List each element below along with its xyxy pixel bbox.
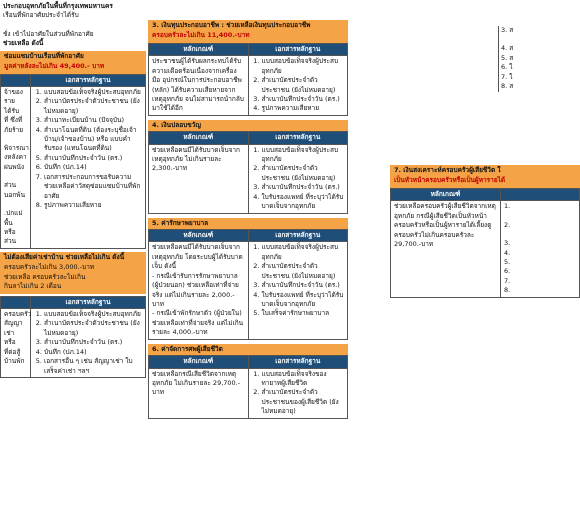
section2-line: ครอบครัวละไม่เกิน 3,000.-บาท xyxy=(4,263,95,272)
doc-item: 5. ใบเสร็จค่ารักษาพยาบาล xyxy=(262,309,345,318)
criteria-fragment: หรือส่วน xyxy=(4,228,17,246)
section7-block xyxy=(390,165,580,298)
doc-item: 5. สำเนาบันทึกประจำวัน (ตร.) xyxy=(44,154,142,163)
doc-item: 3. สำเนาบันทึกประจำวัน (ตร.) xyxy=(262,183,345,192)
section7-criteria: ช่วยเหลือครอบครัวผู้เสียชีวิตจากเหตุอุทกภัย กรณีผู้เสียชีวิตเป็นหัวหน้าครอบครัวหรือเป็นผู้หารายได้เลี้ยงดูครอบครัวไม่เกินครอบครัวละ 29,700.-บาท xyxy=(391,201,501,297)
section1-table xyxy=(0,74,146,249)
fragment-line: 3. ส xyxy=(501,26,514,34)
section2-line: กินลาไม่เกิน 2 เดือน xyxy=(4,282,62,291)
criteria-header: หลักเกณฑ์ xyxy=(149,132,249,144)
doc-item: 3. สำเนาบันทึกประจำวัน (ตร.) xyxy=(44,338,142,347)
fragment-line xyxy=(499,35,529,44)
criteria-header: หลักเกณฑ์ xyxy=(391,188,501,200)
doc-header: เอกสารหลักฐาน xyxy=(248,43,348,55)
intro-line: ช่วยเหลือ ดังนี้ xyxy=(3,39,44,48)
criteria-fragment: ผ่นพนัง xyxy=(4,162,25,171)
intro-block xyxy=(0,0,146,49)
criteria-fragment: ราย xyxy=(4,97,15,106)
intro-line xyxy=(3,21,143,30)
criteria-fragment xyxy=(4,200,27,209)
section7-table xyxy=(390,188,580,298)
doc-num xyxy=(504,230,576,239)
doc-header: เอกสารหลักฐาน xyxy=(248,230,348,242)
section1-amount: มูลค่าหลังละไม่เกิน 49,400.- บาท xyxy=(0,62,146,73)
section3-criteria: ประชาชนผู้ได้รับผลกระทบได้รับความเดือดร้อนเนื่องจากเครื่องมือ อุปกรณ์ในการประกอบอาชีพ (หลัก) ได้รับความเสียหายจากเหตุอุทกภัย จนไม่สามารถนำกลับมาใช้ได้อีก xyxy=(149,56,249,116)
doc-item: 2. สำเนาบัตรประจำตัวประชาชน (ยังไม่หมดอายุ) xyxy=(262,76,345,95)
section6-heading: 6. ค่าจัดการศพผู้เสียชีวิต xyxy=(148,344,348,355)
criteria-fragment xyxy=(4,172,27,181)
doc-num: 4. xyxy=(504,248,511,257)
section3-docs-cell xyxy=(248,56,348,116)
section5-table xyxy=(148,229,348,340)
section1-criteria-cell xyxy=(1,86,31,248)
criteria-fragment: ที่ ซึ่งที่ xyxy=(4,116,23,125)
fragment-line: 5. ส xyxy=(501,53,514,62)
doc-item: 4. บันทึก (ปภ.14) xyxy=(44,348,142,357)
doc-item: 2. สำเนาบัตรประจำตัวประชาชน (ยังไม่หมดอายุ) xyxy=(44,319,142,338)
doc-item: 2. สำเนาบัตรประจำตัวประชาชนของผู้เสียชีวิต (ยังไม่หมดอายุ) xyxy=(262,388,345,416)
fragment-line: 8. ส xyxy=(501,82,514,91)
doc-item: 4. ใบรับรองแพทย์ ที่ระบุว่าได้รับบาดเจ็บจากอุทกภัย xyxy=(262,291,345,310)
doc-item: 1. แบบสอบข้อเท็จจริงผู้ประสบอุทกภัย xyxy=(262,57,345,76)
criteria-fragment: บ้านพัก xyxy=(4,357,25,366)
doc-item: 4. ใบรับรองแพทย์ ที่ระบุว่าได้รับบาดเจ็บจากอุทกภัย xyxy=(262,193,345,212)
doc-item: 1. แบบสอบข้อเท็จจริงผู้ประสบอุทกภัย xyxy=(44,310,142,319)
section3-doc-list xyxy=(252,57,345,114)
criteria-paragraph: ช่วยเหลือคนมีได้รับบาดเจ็บจากเหตุอุทกภัย โดยระบบผู้ได้รับบาดเจ็บ ดังนี้ xyxy=(152,243,243,271)
section1-doc-header: เอกสารหลักฐาน xyxy=(31,74,146,86)
criteria-fragment: ภัยร้าย xyxy=(4,125,24,134)
doc-item: 4. รูปภาพความเสียหาย xyxy=(262,104,345,113)
criteria-header: หลักเกณฑ์ xyxy=(149,43,249,55)
intro-line: เรือนที่พักอาศัยประจำได้รับ xyxy=(3,11,79,20)
section4-heading: 4. เงินปลอบขวัญ xyxy=(148,120,348,131)
doc-item: 5. เอกสารอื่น ๆ เช่น สัญญาเช่า ใบเสร็จค่าเช่า ฯลฯ xyxy=(44,357,142,376)
criteria-fragment: นอกพ้น xyxy=(4,190,26,199)
section4-docs-cell xyxy=(248,144,348,213)
section7-subtitle: เป็นหัวหน้าครอบครัวหรือเป็นผู้หารายได้ xyxy=(390,176,580,187)
section6-docs-cell xyxy=(248,368,348,418)
doc-item: 3. สำเนาทะเบียนบ้าน (ปัจจุบัน) xyxy=(44,116,142,125)
section5-docs-cell xyxy=(248,242,348,339)
section2-line: ช่วยเหลือ ครอบครัวละไม่เกิน xyxy=(4,272,86,281)
section7-docs-cell xyxy=(501,201,580,297)
criteria-paragraph: - กรณีเข้ารับการรักษาพยาบาล (ผู้ป่วยนอก) ช่วยเหลือเท่าที่จ่ายจริง แต่ไม่เกินรายละ 2,000.-บาท xyxy=(152,271,239,308)
doc-item: 7. เอกสารประกอบการขอรับความช่วยเหลือค่าวัสดุซ่อมแซมบ้านที่พักอาศัย xyxy=(44,173,142,201)
doc-item: 4. สำเนาโฉนดที่ดิน (ต้องระบุชื่อเจ้าบ้าน/เจ้าของบ้าน) หรือ แบบคำรับรอง (แทนโฉนดที่ดิน) xyxy=(44,126,142,154)
fragment-line: 7. ใ xyxy=(501,72,513,81)
doc-item: 8. รูปภาพความเสียหาย xyxy=(44,201,142,210)
section6-criteria: ช่วยเหลือกรณีเสียชีวิตจากเหตุอุทกภัย ไม่เกินรายละ 29,700.-บาท xyxy=(149,368,249,418)
doc-num: 7. xyxy=(504,276,511,285)
fragment-line: 4. ส xyxy=(501,44,514,53)
criteria-header: หลักเกณฑ์ xyxy=(149,356,249,368)
section1-doc-list xyxy=(34,88,142,210)
doc-item: 3. สำเนาบันทึกประจำวัน (ตร.) xyxy=(262,95,345,104)
criteria-fragment: สัญญาเช่า xyxy=(4,319,23,337)
section1-heading: ซ่อมแซมบ้านเรือนที่พักอาศัย xyxy=(0,51,146,62)
section4-doc-list xyxy=(252,146,345,212)
section2-docs-cell xyxy=(31,308,146,377)
doc-item: 1. แบบสอบข้อเท็จจริงผู้ประสบอุทกภัย xyxy=(44,88,142,97)
criteria-paragraph: - กรณีเข้าพักรักษาตัว (ผู้ป่วยใน) ช่วยเหลือเท่าที่จ่ายจริง แต่ไม่เกินรายละ 4,000.-บาท xyxy=(152,309,244,337)
doc-header: เอกสารหลักฐาน xyxy=(248,356,348,368)
section7-heading: 7. เงินสงเคราะห์ครอบครัวผู้เสียชีวิต ใ xyxy=(390,165,580,176)
doc-item: 2. สำเนาบัตรประจำตัวประชาชน (ยังไม่หมดอายุ) xyxy=(262,262,345,281)
criteria-fragment: หรือ xyxy=(4,338,16,347)
doc-item: 1. แบบสอบข้อเท็จจริงของทายาทผู้เสียชีวิต xyxy=(262,370,345,389)
doc-num: 2. xyxy=(504,220,511,229)
doc-item: 1. แบบสอบข้อเท็จจริงผู้ประสบอุทกภัย xyxy=(262,243,345,262)
column-left xyxy=(0,0,146,378)
section5-criteria-cell xyxy=(149,242,249,339)
intro-line: ชั่ง เข้าไปอาศัยในส่วนที่พักอาศัย xyxy=(3,29,94,38)
criteria-fragment xyxy=(4,135,27,144)
section2-criteria-cell xyxy=(1,308,31,377)
doc-item: 1. แบบสอบข้อเท็จจริงผู้ประสบอุทกภัย xyxy=(262,146,345,165)
criteria-fragment: ส่วน xyxy=(4,181,17,190)
intro-line: ประกอบอุทกภัยในพื้นที่กรุงเทพมหานคร xyxy=(3,2,113,10)
top-fragment-block xyxy=(498,26,529,92)
doc-num: 8. xyxy=(504,286,511,295)
criteria-fragment: ได้รับ xyxy=(4,106,20,115)
criteria-header: หลักเกณฑ์ xyxy=(149,230,249,242)
doc-num xyxy=(504,212,576,221)
criteria-fragment: .ปกแม่พื้น xyxy=(4,209,23,227)
section2-heading: ไม่ต้องเสียค่าเช่าบ้าน ช่วยเหลือไม่เกิน ดังนี้ xyxy=(0,252,146,263)
doc-num: 3. xyxy=(504,239,511,248)
section1-docs-cell xyxy=(31,86,146,248)
column-right xyxy=(352,0,512,512)
criteria-fragment: งหลังคา xyxy=(4,153,27,162)
fragment-line: 6. ใ xyxy=(501,63,513,72)
section6-doc-list xyxy=(252,370,345,417)
section2-doc-list xyxy=(34,310,142,376)
doc-num: 5. xyxy=(504,257,511,266)
section3-heading: 3. เงินทุนประกอบอาชีพ : ช่วยเหลือเงินทุนประกอบอาชีพ xyxy=(148,20,348,31)
section5-heading: 5. ค่ารักษาพยาบาล xyxy=(148,218,348,229)
section4-criteria: ช่วยเหลือคนมีได้รับบาดเจ็บจากเหตุอุทกภัย ไม่เกินรายละ 2,300.-บาท xyxy=(149,144,249,213)
section2-table xyxy=(0,296,146,378)
criteria-fragment: จ้าของ xyxy=(4,87,23,96)
criteria-fragment: ครอบครัว xyxy=(4,309,32,318)
column-middle xyxy=(148,20,348,419)
section2-amount-block xyxy=(0,263,146,293)
section1-left-header xyxy=(1,74,31,86)
doc-item: 6. บันทึก (ปภ.14) xyxy=(44,163,142,172)
criteria-fragment: ที่ต่อสู้ xyxy=(4,347,21,356)
section4-table xyxy=(148,131,348,213)
section2-doc-header: เอกสารหลักฐาน xyxy=(31,296,146,308)
doc-item: 2. สำเนาบัตรประจำตัวประชาชน (ยังไม่หมดอายุ) xyxy=(44,97,142,116)
doc-item: 3. สำเนาบันทึกประจำวัน (ตร.) xyxy=(262,281,345,290)
section6-table xyxy=(148,355,348,419)
section2-left-header xyxy=(1,296,31,308)
doc-item: 2. สำเนาบัตรประจำตัวประชาชน (ยังไม่หมดอายุ) xyxy=(262,164,345,183)
section5-doc-list xyxy=(252,243,345,318)
doc-header: เอกสารหลักฐาน xyxy=(248,132,348,144)
section3-amount: ครอบครัวละไม่เกิน 11,400.-บาท xyxy=(148,31,348,42)
doc-header-cut xyxy=(501,188,580,200)
doc-num: 1. xyxy=(504,202,511,211)
doc-num: 6. xyxy=(504,267,511,276)
section3-table xyxy=(148,43,348,116)
criteria-fragment: พิจารณา xyxy=(4,144,29,153)
